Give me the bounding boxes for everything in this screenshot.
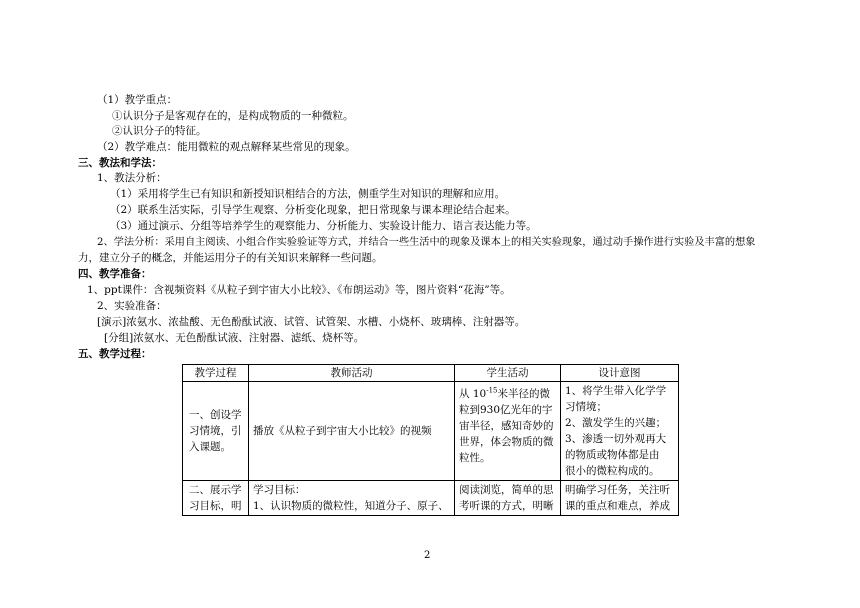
table-row: [183, 382, 679, 481]
student-line: 宙半径，感知奇妙的: [459, 420, 554, 432]
teaching-methods-heading: 1、教法分析：: [97, 172, 167, 184]
key-points-heading: （1）教学重点：: [97, 94, 178, 106]
process-line: 习情境，引: [189, 425, 242, 437]
experiment-prep: 2、实验准备：: [97, 300, 167, 312]
learning-methods-line2: 力，建立分子的概念，并能运用分子的有关知识来解释一些问题。: [78, 252, 383, 264]
teaching-method-3: （3）通过演示、分组等培养学生的观察能力、分析能力、实验设计能力、语言表达能力等。: [110, 220, 537, 232]
group-materials: [分组]浓氨水、无色酚酞试液、注射器、滤纸、烧杯等。: [104, 332, 365, 344]
intent-line: 明确学习任务，关注听: [565, 484, 670, 496]
student-line: 世界，体会物质的微: [459, 436, 554, 448]
teaching-process-table: [182, 364, 679, 516]
intent-line: 习情境；: [565, 401, 607, 413]
intent-cell: [561, 481, 679, 516]
teacher-cell: [249, 382, 455, 481]
process-line: 习目标，明: [189, 500, 242, 512]
header-student: 学生活动: [455, 365, 561, 382]
exponent: -15: [486, 386, 498, 395]
student-line: 粒到930亿光年的宇: [459, 404, 553, 416]
table-header-row: [183, 365, 679, 382]
student-line: [459, 386, 556, 402]
intent-line: 课的重点和难点，养成: [565, 500, 670, 512]
student-rest: 米半径的微: [497, 388, 550, 400]
process-line: 入课题。: [189, 441, 231, 453]
teacher-cell: [249, 481, 455, 516]
intent-line: 2、激发学生的兴趣；: [565, 417, 667, 429]
teacher-line: 学习目标：: [253, 484, 306, 496]
page-number: 2: [424, 550, 431, 561]
student-cell: [455, 382, 561, 481]
intent-line: 很小的微粒构成的。: [565, 465, 660, 477]
intent-cell: [561, 382, 679, 481]
process-line: 二、展示学: [189, 484, 242, 496]
teaching-method-1: （1）采用将学生已有知识和新授知识相结合的方法，侧重学生对知识的理解和应用。: [110, 188, 506, 200]
section5-heading: 五、教学过程：: [78, 348, 152, 360]
student-line: 粒性。: [459, 452, 491, 464]
header-process: 教学过程: [183, 365, 249, 382]
teacher-line: 1、认识物质的微粒性，知道分子、原子、: [253, 500, 449, 512]
student-line: 考听课的方式，明晰: [459, 500, 554, 512]
table-row: [183, 481, 679, 516]
key-point-1: ①认识分子是客观存在的，是构成物质的一种微粒。: [112, 110, 354, 122]
process-cell: [183, 481, 249, 516]
ppt-materials: 1、ppt课件：含视频资料《从粒子到宇宙大小比较》、《布朗运动》等，图片资料“花海”等。: [87, 284, 511, 296]
header-intent: 设计意图: [561, 365, 679, 382]
student-prefix: 从 10: [459, 388, 487, 400]
process-cell: [183, 382, 249, 481]
intent-line: 1、将学生带入化学学: [565, 385, 667, 397]
section3-heading: 三、教法和学法：: [78, 157, 162, 169]
intent-line: 3、渗透一切外观再大: [565, 433, 667, 445]
header-teacher: 教师活动: [249, 365, 455, 382]
key-point-2: ②认识分子的特征。: [112, 125, 207, 137]
demo-materials: [演示]浓氨水、浓盐酸、无色酚酞试液、试管、试管架、水槽、小烧杯、玻璃棒、注射器等。: [97, 316, 526, 328]
teaching-method-2: （2）联系生活实际，引导学生观察、分析变化现象，把日常现象与课本理论结合起来。: [110, 204, 516, 216]
teacher-activity: 播放《从粒子到宇宙大小比较》的视频: [253, 425, 432, 437]
student-line: 阅读浏览，简单的思: [459, 484, 554, 496]
difficulty: （2）教学难点：能用微粒的观点解释某些常见的现象。: [97, 141, 356, 153]
process-line: 一、创设学: [189, 409, 242, 421]
intent-line: 的物质或物体都是由: [565, 449, 660, 461]
student-cell: [455, 481, 561, 516]
section4-heading: 四、教学准备：: [78, 268, 152, 280]
learning-methods-line1: 2、学法分析：采用自主阅读、小组合作实验验证等方式，并结合一些生活中的现象及课本上的相关实验现象，通过动手操作进行实验及丰富的想象: [97, 237, 756, 248]
